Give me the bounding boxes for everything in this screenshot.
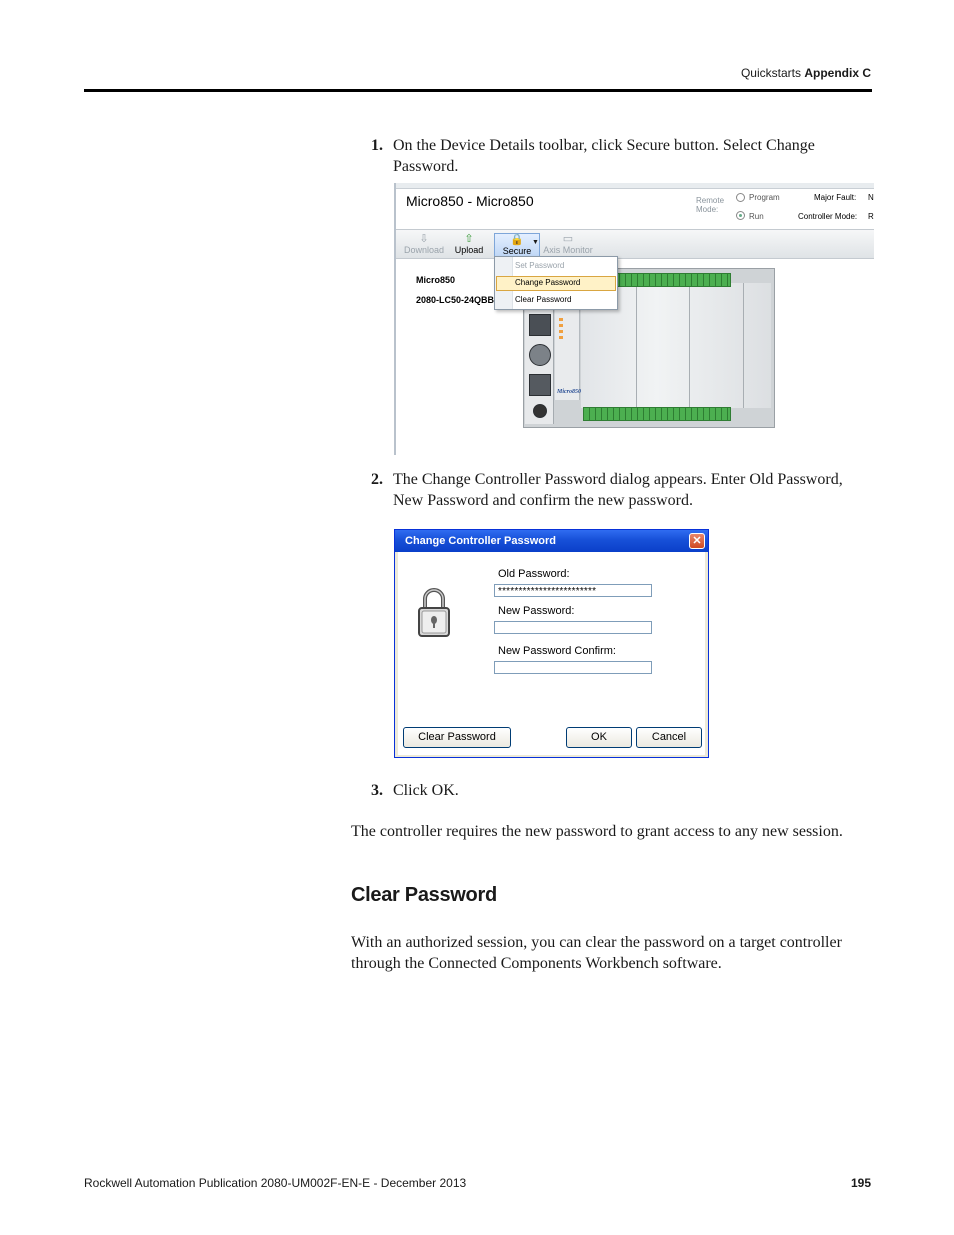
lock-icon: 🔒 xyxy=(510,234,524,246)
status-led-panel xyxy=(555,308,580,400)
padlock-icon xyxy=(416,586,452,640)
page-number: 195 xyxy=(850,1176,871,1190)
step-number: 2. xyxy=(371,471,383,488)
step-3 xyxy=(371,780,871,801)
secure-label: Secure xyxy=(502,246,532,256)
bottom-terminal-block xyxy=(583,407,731,421)
change-password-dialog xyxy=(394,529,709,758)
device-title: Micro850 - Micro850 xyxy=(406,193,534,209)
footer-publication: Rockwell Automation Publication 2080-UM002F-EN-E - December 2013 xyxy=(84,1176,467,1190)
status-led xyxy=(559,336,563,339)
download-button[interactable] xyxy=(404,233,444,257)
confirm-password-field[interactable] xyxy=(494,661,652,674)
major-fault-value: N xyxy=(868,193,874,202)
usb-port xyxy=(529,374,551,396)
old-password-label: Old Password: xyxy=(498,568,570,580)
menu-item-change-password[interactable]: Change Password xyxy=(515,278,581,287)
download-label: Download xyxy=(404,245,445,255)
secure-menu xyxy=(494,256,618,310)
status-led xyxy=(559,330,563,333)
header-rule xyxy=(84,89,872,92)
axis-monitor-label: Axis Monitor xyxy=(543,245,593,255)
step-text: The Change Controller Password dialog appears. Enter Old Password, New Password and confirm the new password. xyxy=(393,471,843,509)
step-text: Click OK. xyxy=(393,782,459,799)
requirement-paragraph: The controller requires the new password to grant access to any new session. xyxy=(351,823,843,840)
serial-port xyxy=(529,344,551,366)
close-button[interactable]: ✕ xyxy=(689,533,705,549)
status-led xyxy=(559,318,563,321)
step-number: 1. xyxy=(371,137,383,154)
running-header xyxy=(741,66,871,80)
dialog-title: Change Controller Password xyxy=(405,535,556,547)
section-heading: Clear Password xyxy=(351,884,497,906)
run-radio[interactable] xyxy=(736,211,745,220)
device-details-screenshot xyxy=(394,183,874,455)
dialog-body xyxy=(398,552,705,755)
confirm-password-label: New Password Confirm: xyxy=(498,645,616,657)
step-1 xyxy=(371,135,871,177)
program-radio[interactable] xyxy=(736,193,745,202)
axis-monitor-button[interactable] xyxy=(542,233,594,257)
module-divider xyxy=(689,283,690,408)
section-paragraph: With an authorized session, you can clear the password on a target controller through the Connected Components Workbench software. xyxy=(351,934,842,972)
menu-item-set-password[interactable]: Set Password xyxy=(515,261,565,270)
monitor-icon: ▭ xyxy=(562,233,574,245)
chevron-down-icon[interactable]: ▼ xyxy=(532,239,539,246)
tab-strip xyxy=(396,183,874,189)
new-password-label: New Password: xyxy=(498,605,575,617)
remote-mode-label: Remote Mode: xyxy=(696,196,725,214)
major-fault-label: Major Fault: xyxy=(814,193,857,202)
program-label: Program xyxy=(749,193,780,202)
module-divider xyxy=(743,283,744,408)
old-password-field[interactable]: ************************ xyxy=(494,584,652,597)
module-divider xyxy=(636,283,637,408)
cancel-button[interactable]: Cancel xyxy=(636,727,702,748)
mode-switch xyxy=(533,404,547,418)
port-panel xyxy=(525,308,554,424)
ethernet-port xyxy=(529,314,551,336)
status-led xyxy=(559,324,563,327)
upload-label: Upload xyxy=(454,245,484,255)
upload-button[interactable] xyxy=(452,233,486,257)
device-catalog: 2080-LC50-24QBB xyxy=(416,295,495,305)
device-name: Micro850 xyxy=(416,275,456,285)
menu-item-clear-password[interactable]: Clear Password xyxy=(515,295,572,304)
ok-button[interactable]: OK xyxy=(566,727,632,748)
download-icon: ⇩ xyxy=(419,233,429,245)
step-number: 3. xyxy=(371,782,383,799)
controller-mode-value: R xyxy=(868,212,874,221)
new-password-field[interactable] xyxy=(494,621,652,634)
controller-mode-label: Controller Mode: xyxy=(798,212,858,221)
step-2 xyxy=(371,469,871,511)
clear-password-button[interactable]: Clear Password xyxy=(403,727,511,748)
step-text: On the Device Details toolbar, click Secure button. Select Change Password. xyxy=(393,137,815,175)
header-section: Quickstarts xyxy=(740,66,801,80)
hardware-logo: Micro850 xyxy=(557,389,581,395)
header-appendix: Appendix C xyxy=(804,66,871,80)
upload-icon: ⇧ xyxy=(464,233,474,245)
run-label: Run xyxy=(749,212,764,221)
